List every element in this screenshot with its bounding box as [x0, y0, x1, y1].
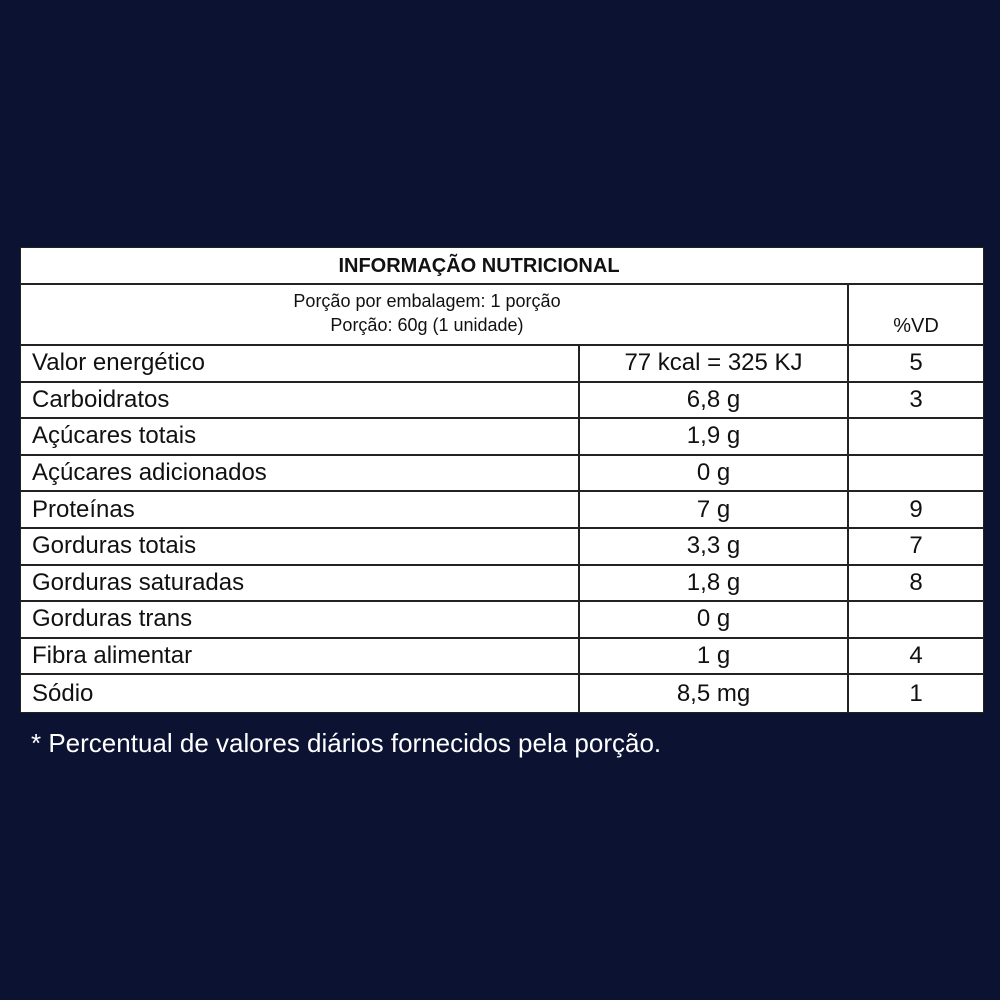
nutrient-name: Açúcares totais — [21, 419, 580, 454]
table-row — [21, 675, 983, 712]
table-row — [21, 529, 983, 566]
nutrient-dv — [849, 419, 983, 454]
nutrient-dv: 9 — [909, 495, 923, 523]
table-row — [21, 456, 983, 493]
nutrient-dv: 4 — [909, 642, 923, 670]
nutrient-name: Gorduras totais — [21, 529, 580, 564]
nutrient-amount: 3,3 g — [580, 529, 849, 564]
footnote: * Percentual de valores diários fornecidos pela porção. — [31, 728, 662, 758]
table-row — [21, 419, 983, 456]
nutrient-name: Valor energético — [21, 346, 580, 381]
dv-column-header: %VD — [893, 315, 939, 337]
nutrient-dv: 5 — [909, 349, 923, 377]
serving-size: Porção: 60g (1 unidade) — [330, 315, 524, 335]
table-row — [21, 566, 983, 603]
nutrient-amount: 6,8 g — [580, 383, 849, 418]
servings-per-package: Porção por embalagem: 1 porção — [293, 291, 561, 311]
nutrient-name: Gorduras saturadas — [21, 566, 580, 601]
nutrient-dv: 8 — [909, 568, 923, 596]
nutrient-amount: 0 g — [580, 456, 849, 491]
nutrient-amount: 0 g — [580, 602, 849, 637]
nutrient-dv: 3 — [909, 385, 923, 413]
table-row — [21, 492, 983, 529]
nutrient-name: Açúcares adicionados — [21, 456, 580, 491]
nutrient-dv: 7 — [909, 532, 923, 560]
nutrient-amount: 8,5 mg — [580, 675, 849, 712]
nutrient-name: Gorduras trans — [21, 602, 580, 637]
table-row — [21, 639, 983, 676]
nutrient-dv: 1 — [909, 679, 923, 707]
nutrient-amount: 77 kcal = 325 KJ — [580, 346, 849, 381]
table-row — [21, 383, 983, 420]
nutrient-amount: 1 g — [580, 639, 849, 674]
nutrient-amount: 1,9 g — [580, 419, 849, 454]
table-title: INFORMAÇÃO NUTRICIONAL — [21, 248, 983, 285]
table-row — [21, 602, 983, 639]
nutrient-name: Sódio — [21, 675, 580, 712]
nutrition-facts-table — [20, 247, 984, 713]
nutrient-dv — [849, 602, 983, 637]
nutrient-name: Proteínas — [21, 492, 580, 527]
serving-info — [21, 285, 849, 344]
nutrient-name: Fibra alimentar — [21, 639, 580, 674]
nutrient-name: Carboidratos — [21, 383, 580, 418]
table-row — [21, 346, 983, 383]
nutrient-amount: 1,8 g — [580, 566, 849, 601]
table-header — [21, 285, 983, 346]
nutrient-amount: 7 g — [580, 492, 849, 527]
nutrient-dv — [849, 456, 983, 491]
